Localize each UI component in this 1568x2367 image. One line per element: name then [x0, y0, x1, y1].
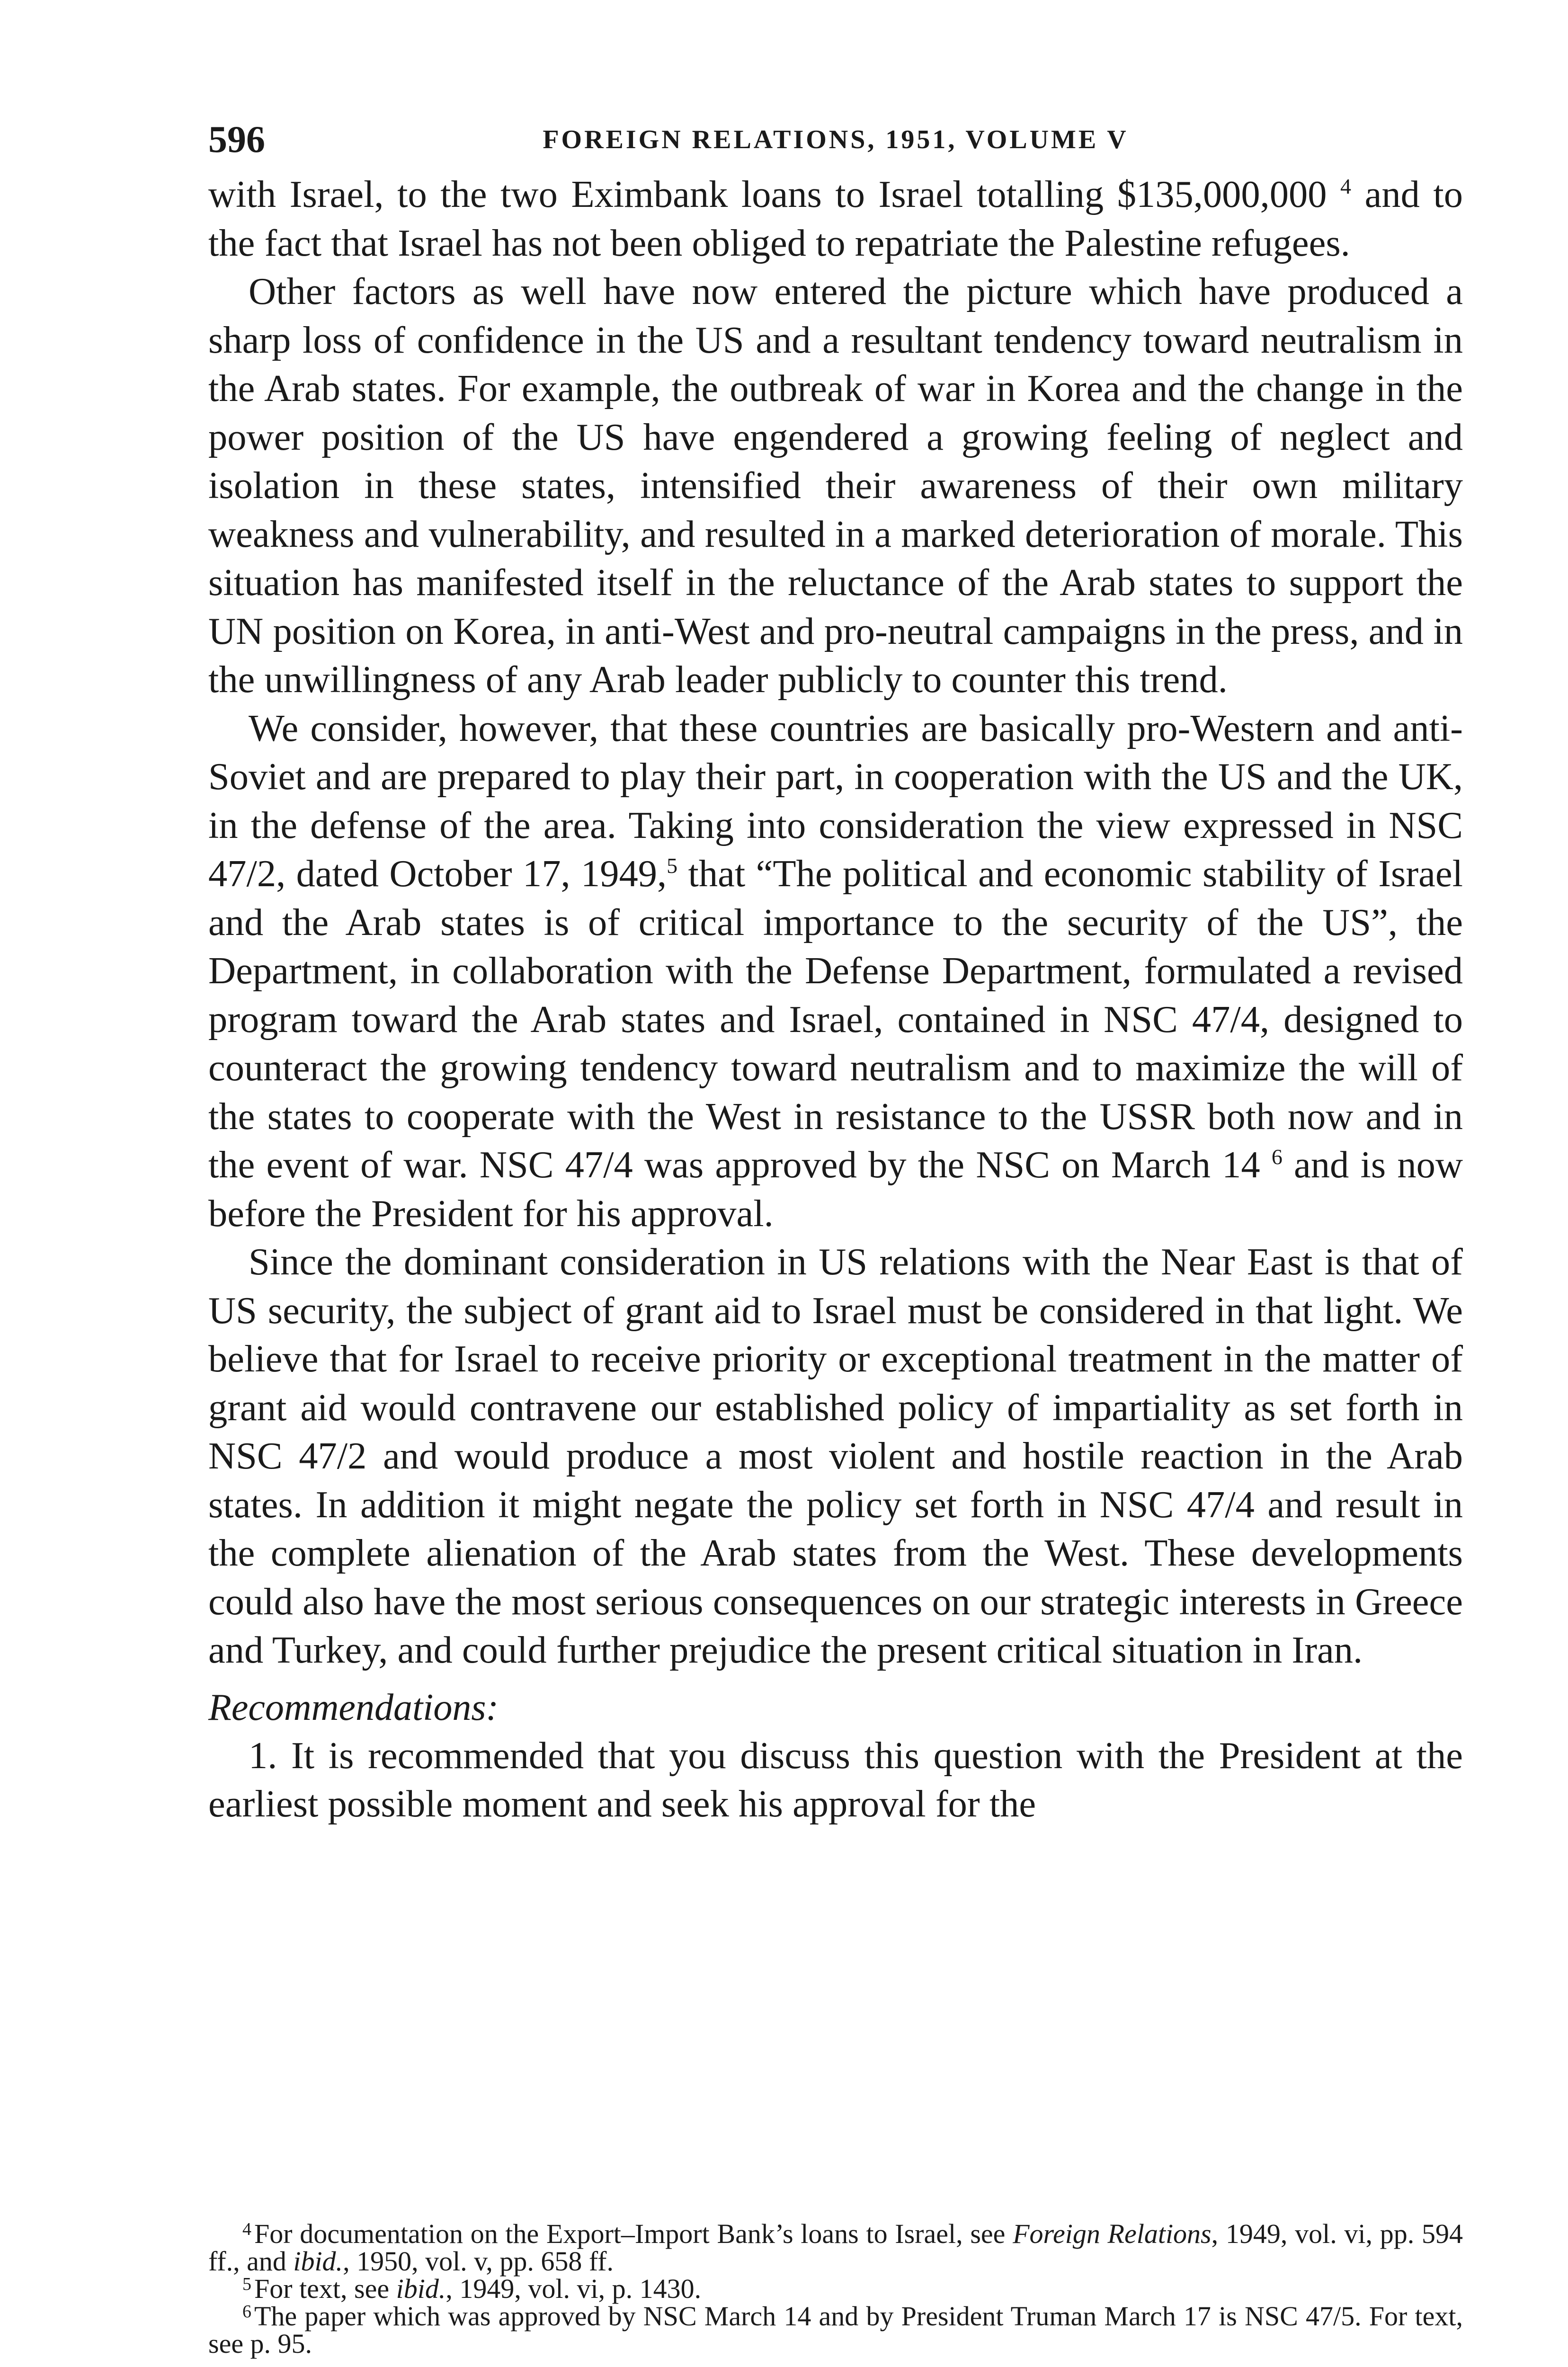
footnote-mark: 4: [242, 2219, 251, 2239]
paragraph-other-factors: Other factors as well have now entered the picture which have produced a sharp loss of confidence in the US and a resultant tendency toward neutralism in the Arab states. For example, the outbreak of war in Korea and the change in the power position of the US have engendered a growing feeling of neglect and isolation in these states, intensified their awareness of their own military weakness and vulnerability, and resulted in a marked deterioration of morale. This situation has manifested itself in the reluctance of the Arab states to support the UN position on Korea, in anti-West and pro-neutral campaigns in the press, and in the unwillingness of any Arab leader publicly to counter this trend.: [208, 270, 1463, 701]
running-head: FOREIGN RELATIONS, 1951, VOLUME V: [543, 125, 1129, 154]
footnote-text: For documentation on the Export–Import Bank’s loans to Israel, see: [254, 2218, 1013, 2249]
footnote-6: [208, 2303, 1463, 2358]
page-header: [208, 118, 1463, 170]
recommendations-heading: Recommendations:: [208, 1686, 499, 1728]
footnote-citation: Foreign Relations: [1013, 2218, 1212, 2249]
footnote-ref[interactable]: 6: [1271, 1145, 1283, 1169]
recommendation-item-1: 1. It is recommended that you discuss this question with the President at the earliest possible moment and seek his approval for the: [208, 1734, 1463, 1825]
footnote-ref[interactable]: 4: [1340, 174, 1352, 199]
body-text: [208, 170, 1463, 1829]
footnote-text: The paper which was approved by NSC March 14 and by President Truman March 17 is NSC 47/5. For text, see p. 95.: [208, 2301, 1463, 2359]
paragraph-text: and to the fact that Israel has not been obliged to repatriate the Palestine refugees.: [208, 173, 1463, 264]
footnote-text: , 1950, vol. v, pp. 658 ff.: [343, 2246, 614, 2277]
paragraph-we-consider: [208, 704, 1463, 1238]
paragraph-text: and is now before the President for his approval.: [208, 1144, 1463, 1235]
footnote-mark: 6: [242, 2302, 251, 2322]
footnote-citation: ibid.: [396, 2273, 446, 2304]
paragraph-text: that “The political and economic stability of Israel and the Arab states is of critical importance to the security of the US”, the Department, in collaboration with the Defense Department, formulated a revised program toward the Arab states and Israel, contained in NSC 47/4, designed to counteract the growing tendency toward neutralism and to maximize the will of the states to cooperate with the West in resistance to the USSR both now and in the event of war. NSC 47/4 was approved by the NSC on March 14: [208, 853, 1463, 1186]
footnote-text: , 1949, vol. vi, pp. 594 ff., and: [208, 2218, 1463, 2277]
paragraph-since-dominant: Since the dominant consideration in US relations with the Near East is that of US security, the subject of grant aid to Israel must be considered in that light. We believe that for Israel to receive priority or exceptional treatment in the matter of grant aid would contravene our established policy of impartiality as set forth in NSC 47/2 and would produce a most violent and hostile reaction in the Arab states. In addition it might negate the policy set forth in NSC 47/4 and result in the complete alienation of the Arab states from the West. These developments could also have the most serious consequences on our strategic interests in Greece and Turkey, and could further prejudice the present critical situation in Iran.: [208, 1241, 1463, 1671]
paragraph-continuation: [208, 170, 1463, 267]
paragraph-text: We consider, however, that these countries are basically pro-Western and anti-Soviet and are prepared to play their part, in cooperation with the US and the UK, in the defense of the area. Taking into consideration the view expressed in NSC 47/2, dated October 17, 1949,: [208, 707, 1463, 895]
footnote-text: For text, see: [254, 2273, 396, 2304]
footnote-ref[interactable]: 5: [667, 854, 678, 878]
document-page: [208, 118, 1463, 1829]
footnotes: [208, 2220, 1463, 2358]
paragraph-text: with Israel, to the two Eximbank loans to Israel totalling $135,000,000: [208, 173, 1327, 215]
footnote-text: , 1949, vol. vi, p. 1430.: [445, 2273, 702, 2304]
page-number: 596: [208, 119, 265, 160]
footnote-mark: 5: [242, 2274, 251, 2294]
footnote-4: [208, 2220, 1463, 2275]
footnote-5: [208, 2275, 1463, 2303]
footnote-citation: ibid.: [293, 2246, 343, 2277]
